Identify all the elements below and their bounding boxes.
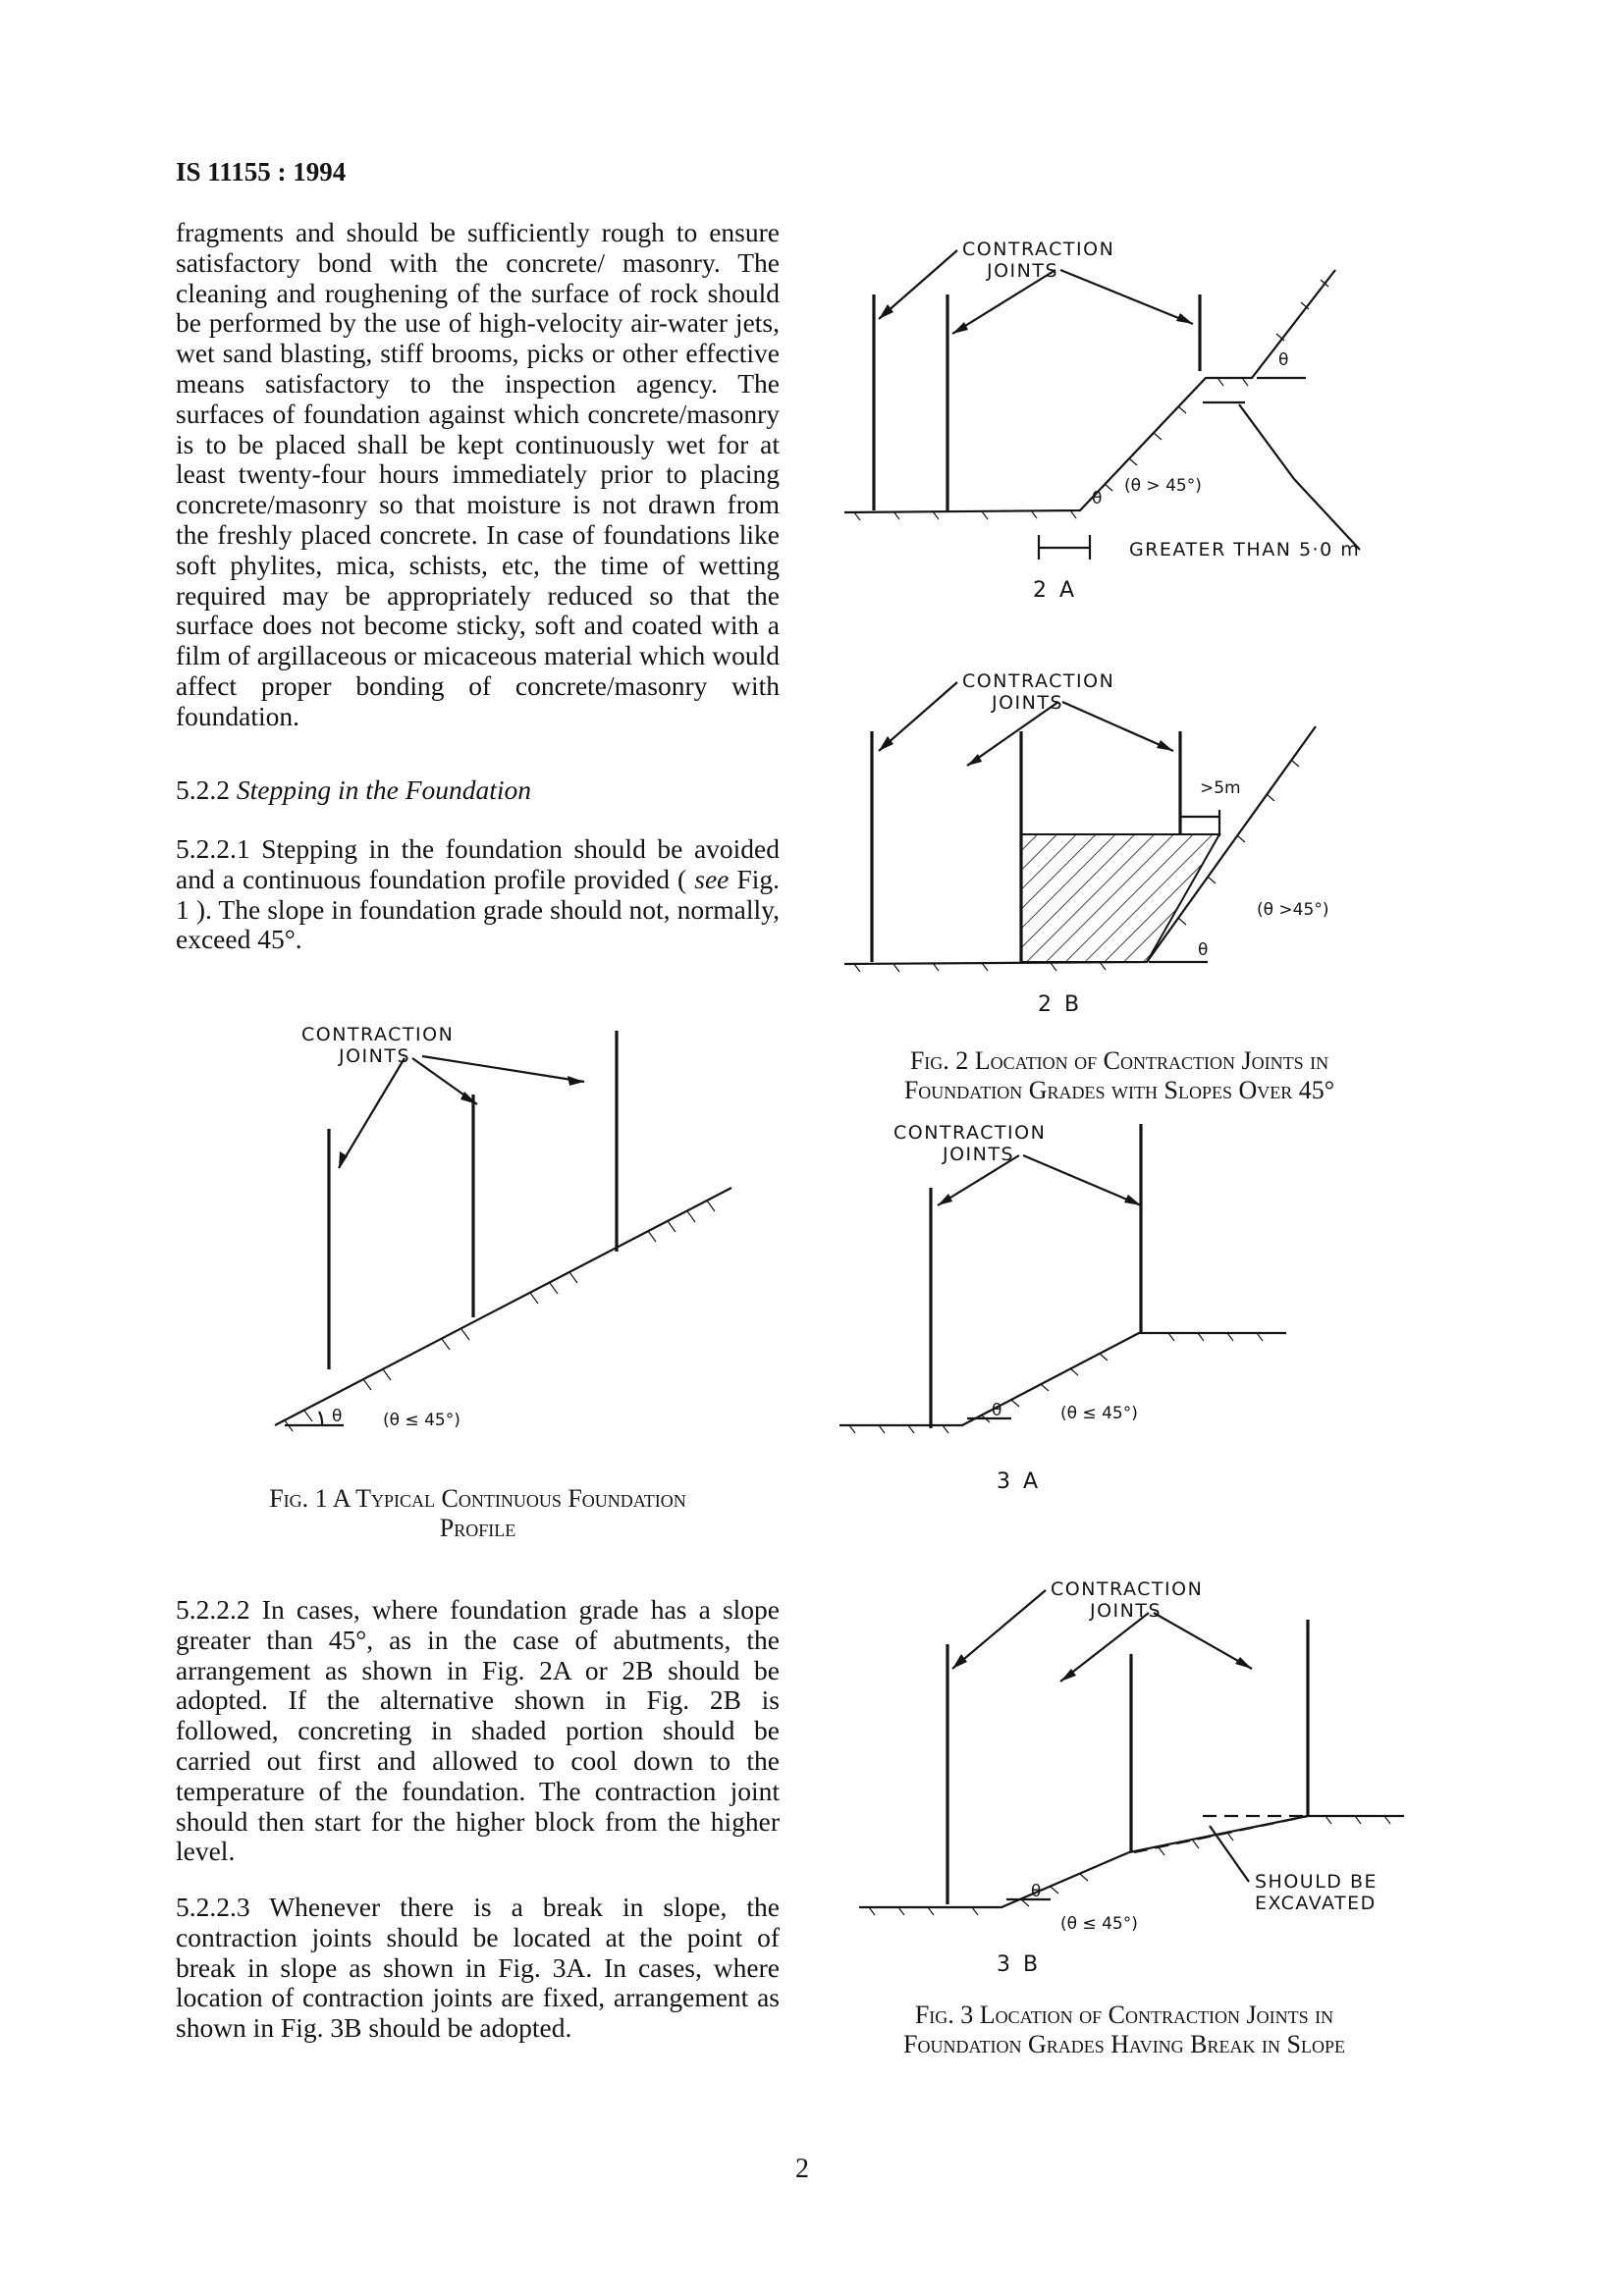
- fig1-pointer-right: [422, 1056, 584, 1082]
- fig2b-theta: θ: [1198, 940, 1209, 960]
- clause-text: Whenever there is a break in slope, the contraction joints should be located at the point of break in slope as shown in Fig. 3A. In cases, where location of contraction joints are fixed, arrangement as shown in Fig. 3B should be adopted.: [176, 1892, 780, 2044]
- fig2a-theta-lower: θ: [1092, 489, 1103, 508]
- fig1-angle-arc: [319, 1412, 322, 1425]
- figure-2a-diagram: [825, 226, 1361, 618]
- fig2b-label-line1: CONTRACTION: [962, 670, 1115, 692]
- fig2b-dim-label: >5m: [1200, 778, 1241, 798]
- fig3b-excavate-line1: SHOULD BE: [1255, 1871, 1379, 1893]
- fig3b-number: 3 B: [997, 1952, 1042, 1977]
- fig3b-label-line1: CONTRACTION: [1051, 1578, 1204, 1600]
- clause-number: 5.2.2.3: [176, 1892, 250, 1922]
- heading-title: Stepping in the Foundation: [236, 774, 532, 805]
- fig3b-excavate-line2: EXCAVATED: [1255, 1893, 1377, 1914]
- fig1-label-line1: CONTRACTION: [301, 1024, 455, 1045]
- fig1-ground-hatch: [285, 1201, 715, 1431]
- figure-3b-diagram: [854, 1575, 1414, 1939]
- figure-2b-diagram: [835, 667, 1329, 1021]
- paragraph-5-2-2-3: [176, 1893, 780, 2044]
- fig2a-dim-leader: [1239, 404, 1294, 479]
- fig3b-pointer-right: [1154, 1613, 1252, 1669]
- fig2b-number: 2 B: [1038, 992, 1083, 1017]
- figure-1-caption: [176, 1484, 780, 1543]
- fig2a-greater-than: GREATER THAN 5·0 m: [1129, 539, 1361, 561]
- heading-number: 5.2.2: [176, 774, 230, 805]
- fig1-pointer-left: [339, 1058, 405, 1168]
- fig3b-label-line2: JOINTS: [1090, 1600, 1163, 1622]
- fig1-condition: (θ ≤ 45°): [383, 1411, 460, 1430]
- fig3a-label-line1: CONTRACTION: [893, 1122, 1047, 1144]
- fig2b-condition: (θ >45°): [1257, 900, 1329, 920]
- fig2a-number: 2 A: [1033, 578, 1078, 603]
- clause-number: 5.2.2.2: [176, 1594, 250, 1625]
- fig3a-pointer-right: [1023, 1155, 1141, 1205]
- clause-text-b: Fig. 1 ). The slope in foundation grade should not, normally, exceed 45°.: [176, 863, 780, 955]
- clause-see: see: [694, 863, 730, 894]
- fig1-theta: θ: [332, 1407, 343, 1426]
- fig1-foundation-slope: [275, 1188, 731, 1425]
- fig1-caption-line1: Fig. 1 A Typical Continuous Foundation: [269, 1484, 686, 1513]
- figure-2-caption: [825, 1046, 1414, 1105]
- figure-3-caption: [825, 2001, 1424, 2059]
- page-number: 2: [795, 2154, 809, 2184]
- fig2a-pointer-right: [1060, 270, 1193, 324]
- paragraph-5-2-2-2: [176, 1595, 780, 1867]
- fig2-caption-line1: Fig. 2 Location of Contraction Joints in: [909, 1046, 1329, 1075]
- figure-3a-diagram: [835, 1119, 1296, 1502]
- clause-number: 5.2.2.1: [176, 833, 250, 864]
- fig2b-shaded-portion: [1021, 834, 1219, 962]
- fig2a-label-line2: JOINTS: [987, 260, 1059, 282]
- clause-text-a: Stepping in the foundation should be avoided and a continuous foundation profile provided (: [176, 833, 781, 894]
- fig1-label-line2: JOINTS: [339, 1045, 411, 1067]
- fig3a-label-line2: JOINTS: [943, 1144, 1015, 1165]
- fig3a-ground-hatch: [849, 1333, 1263, 1433]
- fig3b-theta: θ: [1031, 1882, 1042, 1901]
- fig3a-condition: (θ ≤ 45°): [1060, 1404, 1138, 1423]
- fig3-caption-line1: Fig. 3 Location of Contraction Joints in: [914, 2001, 1334, 2029]
- fig3-caption-line2: Foundation Grades Having Break in Slope: [903, 2030, 1345, 2058]
- fig3b-condition: (θ ≤ 45°): [1060, 1914, 1138, 1934]
- fig2b-pointer-right: [1062, 702, 1173, 751]
- section-heading-5-2-2: [176, 775, 780, 806]
- fig2a-ground-profile: [844, 270, 1335, 512]
- fig3a-number: 3 A: [997, 1469, 1042, 1494]
- clause-text: In cases, where foundation grade has a slope greater than 45°, as in the case of abutments, the arrangement as shown in Fig. 2A or 2B should be adopted. If the alternative shown in Fig. 2B is followed, concreting in shaded portion should be carried out first and allowed to cool down to the temperature of the foundation. The contraction joint should then start for the higher block from the higher level.: [176, 1594, 781, 1867]
- fig2a-ground-hatch: [854, 280, 1328, 520]
- fig2a-label-line1: CONTRACTION: [962, 239, 1115, 260]
- fig2b-label-line2: JOINTS: [992, 692, 1064, 714]
- fig2a-theta-upper: θ: [1278, 350, 1289, 370]
- fig3b-pointer-mid: [1060, 1613, 1149, 1682]
- document-id: IS 11155 : 1994: [176, 157, 347, 187]
- paragraph-continuation: fragments and should be sufficiently rough to ensure satisfactory bond with the concrete/ masonry. The cleaning and roughening of the surface of rock should be performed by the use of high-velocity air-water jets, wet sand blasting, stiff brooms, picks or other effective means satisfactory to the inspection agency. The surfaces of foundation against which concrete/masonry is to be placed shall be kept continuously wet for at least twenty-four hours immediately prior to placing concrete/masonry so that moisture is not drawn from the freshly placed concrete. In case of foundations like soft phylites, mica, schists, etc, the time of wetting required may be appropriately reduced so that the surface does not become sticky, soft and coated with a film of argillaceous or micaceous material which would affect proper bonding of concrete/masonry with foundation.: [176, 217, 780, 731]
- fig2-caption-line2: Foundation Grades with Slopes Over 45°: [903, 1076, 1335, 1104]
- fig1-caption-line2: Profile: [439, 1514, 516, 1542]
- figure-1-diagram: [245, 1001, 766, 1433]
- paragraph-5-2-2-1: [176, 834, 780, 955]
- fig3a-theta: θ: [992, 1401, 1002, 1420]
- fig3b-number-wrap: [992, 1944, 1070, 1983]
- fig3b-pointer-left: [952, 1590, 1046, 1669]
- fig2a-condition: (θ > 45°): [1124, 476, 1202, 496]
- fig3b-excavate-leader: [1210, 1826, 1249, 1882]
